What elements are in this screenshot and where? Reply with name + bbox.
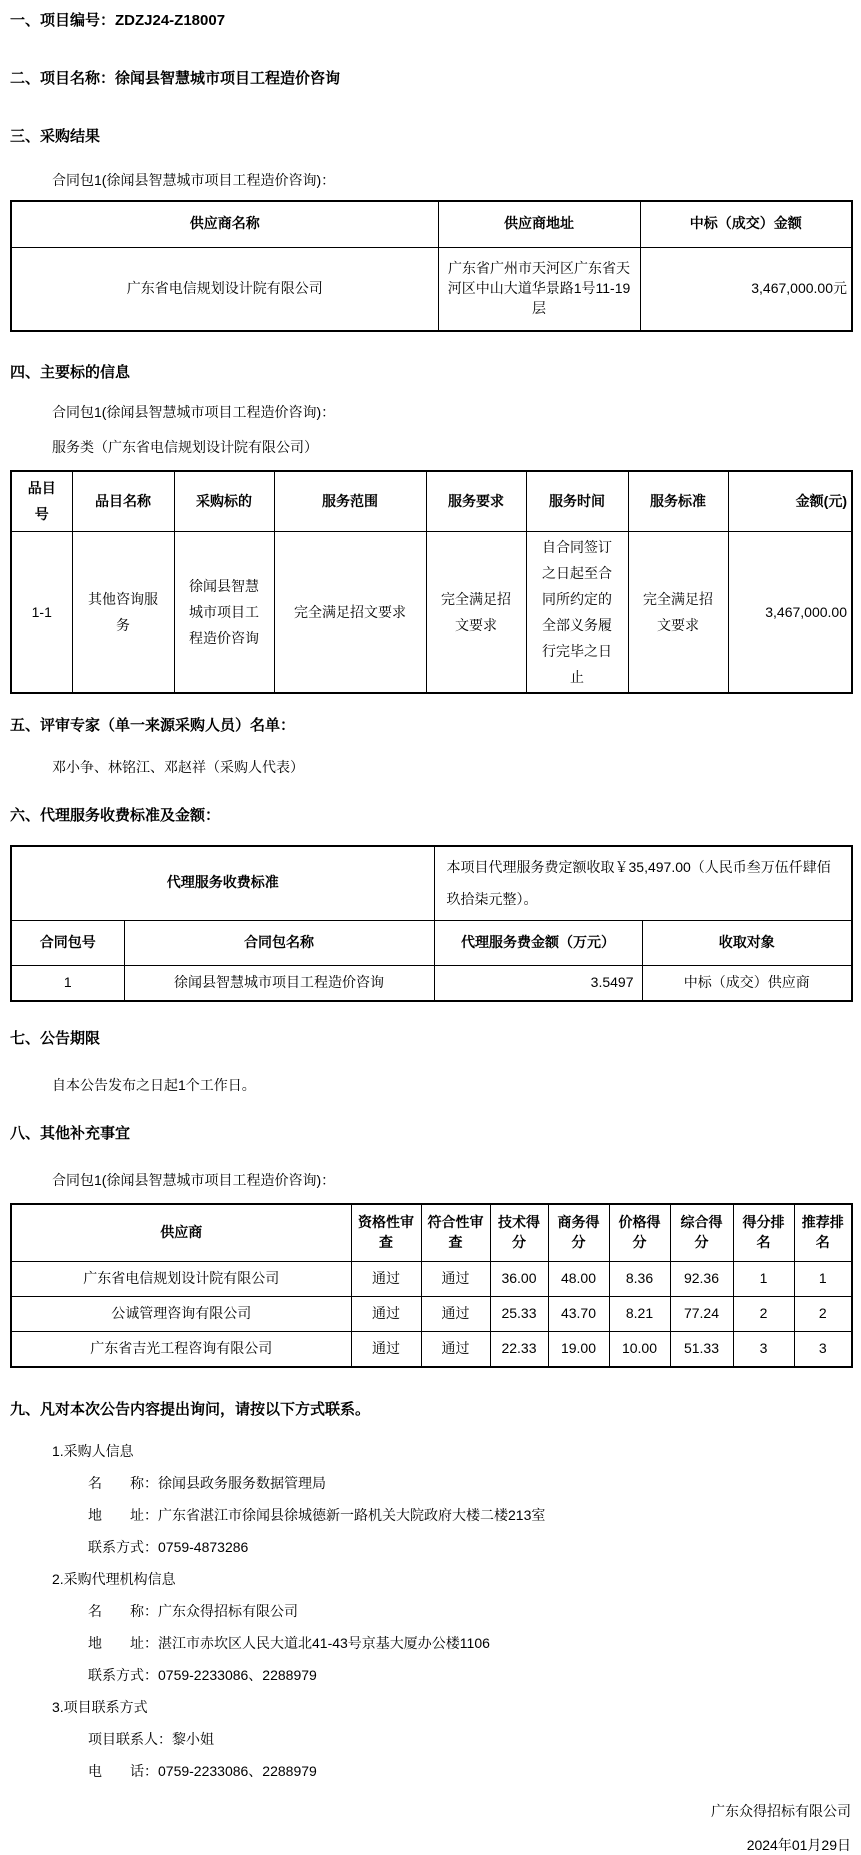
agency-fee-table — [10, 845, 853, 1002]
header-service-time: 服务时间 — [526, 471, 628, 531]
fee-standard-row — [11, 846, 852, 921]
agency-phone: 联系方式：0759-2233086、2288979 — [88, 1666, 317, 1683]
package-line-2: 合同包1(徐闻县智慧城市项目工程造价咨询)： — [52, 404, 336, 420]
table-header-row — [11, 1204, 852, 1262]
cell-procurement-target: 徐闻县智慧城市项目工程造价咨询 — [174, 531, 274, 693]
purchaser-phone: 联系方式：0759-4873286 — [88, 1538, 249, 1555]
cell-conformity: 通过 — [421, 1297, 490, 1332]
table-header-row — [11, 471, 852, 531]
service-category-line: 服务类（广东省电信规划设计院有限公司） — [52, 439, 318, 455]
header-service-scope: 服务范围 — [274, 471, 426, 531]
cell-price: 8.21 — [609, 1297, 670, 1332]
agency-info-heading: 2.采购代理机构信息 — [52, 1570, 176, 1587]
cell-technical: 36.00 — [490, 1262, 548, 1297]
header-item-no: 品目号 — [11, 471, 72, 531]
purchaser-info-heading: 1.采购人信息 — [52, 1442, 134, 1459]
cell-item-name: 其他咨询服务 — [72, 531, 174, 693]
header-service-standard: 服务标准 — [628, 471, 728, 531]
package-line-3: 合同包1(徐闻县智慧城市项目工程造价咨询)： — [52, 1171, 336, 1188]
header-amount: 金额(元) — [728, 471, 852, 531]
period-text: 自本公告发布之日起1个工作日。 — [52, 1076, 256, 1093]
cell-score-rank: 1 — [733, 1262, 794, 1297]
cell-qualification: 通过 — [351, 1297, 421, 1332]
cell-supplier: 广东省电信规划设计院有限公司 — [11, 1262, 351, 1297]
header-technical-score: 技术得分 — [490, 1204, 548, 1262]
section-1-project-number: 一、项目编号：ZDZJ24-Z18007 — [10, 12, 226, 29]
header-fee-payer: 收取对象 — [642, 921, 852, 966]
cell-fee-payer: 中标（成交）供应商 — [642, 966, 852, 1001]
table-row — [11, 531, 852, 693]
header-qualification-review: 资格性审查 — [351, 1204, 421, 1262]
section-6-agency-fee: 六、代理服务收费标准及金额： — [10, 806, 221, 824]
cell-business: 19.00 — [548, 1332, 609, 1367]
table-row — [11, 1332, 852, 1367]
bid-result-table — [10, 200, 853, 332]
project-contact-heading: 3.项目联系方式 — [52, 1698, 148, 1715]
cell-total: 92.36 — [670, 1262, 733, 1297]
review-score-table — [10, 1203, 853, 1368]
header-supplier-name: 供应商名称 — [11, 201, 438, 247]
subject-info-table — [10, 470, 853, 694]
purchaser-name: 名 称：徐闻县政务服务数据管理局 — [88, 1474, 326, 1491]
fee-standard-label: 代理服务收费标准 — [11, 846, 434, 921]
table-row — [11, 247, 852, 331]
header-business-score: 商务得分 — [548, 1204, 609, 1262]
cell-package-no: 1 — [11, 966, 124, 1001]
project-contact-person: 项目联系人：黎小姐 — [88, 1730, 214, 1747]
header-service-requirement: 服务要求 — [426, 471, 526, 531]
cell-supplier: 公诚管理咨询有限公司 — [11, 1297, 351, 1332]
header-score-rank: 得分排名 — [733, 1204, 794, 1262]
cell-service-scope: 完全满足招文要求 — [274, 531, 426, 693]
cell-service-time: 自合同签订之日起至合同所约定的全部义务履行完毕之日止 — [526, 531, 628, 693]
cell-conformity: 通过 — [421, 1262, 490, 1297]
package-line-1: 合同包1(徐闻县智慧城市项目工程造价咨询)： — [52, 172, 336, 188]
cell-qualification: 通过 — [351, 1332, 421, 1367]
fee-standard-text: 本项目代理服务费定额收取￥35,497.00（人民币叁万伍仟肆佰玖拾柒元整）。 — [434, 846, 852, 921]
header-award-amount: 中标（成交）金额 — [640, 201, 852, 247]
cell-recommend-rank: 1 — [794, 1262, 852, 1297]
section-9-contact-info: 九、凡对本次公告内容提出询问，请按以下方式联系。 — [10, 1400, 371, 1418]
cell-price: 10.00 — [609, 1332, 670, 1367]
purchaser-address: 地 址：广东省湛江市徐闻县徐城德新一路机关大院政府大楼二楼213室 — [88, 1506, 546, 1523]
footer-date: 2024年01月29日 — [746, 1836, 851, 1853]
cell-recommend-rank: 2 — [794, 1297, 852, 1332]
cell-recommend-rank: 3 — [794, 1332, 852, 1367]
cell-score-rank: 2 — [733, 1297, 794, 1332]
table-row — [11, 1297, 852, 1332]
table-header-row — [11, 921, 852, 966]
cell-price: 8.36 — [609, 1262, 670, 1297]
cell-score-rank: 3 — [733, 1332, 794, 1367]
cell-technical: 25.33 — [490, 1297, 548, 1332]
section-7-announcement-period: 七、公告期限 — [10, 1029, 101, 1047]
cell-business: 48.00 — [548, 1262, 609, 1297]
cell-supplier-name: 广东省电信规划设计院有限公司 — [11, 247, 438, 331]
table-header-row — [11, 201, 852, 247]
agency-address: 地 址：湛江市赤坎区人民大道北41-43号京基大厦办公楼1106 — [88, 1634, 490, 1651]
section-2-project-name: 二、项目名称：徐闻县智慧城市项目工程造价咨询 — [10, 70, 341, 87]
cell-service-standard: 完全满足招文要求 — [628, 531, 728, 693]
cell-conformity: 通过 — [421, 1332, 490, 1367]
cell-supplier: 广东省吉光工程咨询有限公司 — [11, 1332, 351, 1367]
footer-company: 广东众得招标有限公司 — [711, 1802, 851, 1819]
cell-supplier-address: 广东省广州市天河区广东省天河区中山大道华景路1号11-19层 — [438, 247, 640, 331]
experts-names: 邓小争、林铭江、邓赵祥（采购人代表） — [52, 758, 304, 775]
cell-qualification: 通过 — [351, 1262, 421, 1297]
cell-fee-amount: 3.5497 — [434, 966, 642, 1001]
header-procurement-target: 采购标的 — [174, 471, 274, 531]
header-fee-amount: 代理服务费金额（万元） — [434, 921, 642, 966]
cell-package-name: 徐闻县智慧城市项目工程造价咨询 — [124, 966, 434, 1001]
cell-business: 43.70 — [548, 1297, 609, 1332]
header-package-no: 合同包号 — [11, 921, 124, 966]
header-total-score: 综合得分 — [670, 1204, 733, 1262]
cell-total: 77.24 — [670, 1297, 733, 1332]
section-5-review-experts: 五、评审专家（单一来源采购人员）名单： — [10, 716, 296, 734]
table-row — [11, 1262, 852, 1297]
cell-total: 51.33 — [670, 1332, 733, 1367]
header-supplier: 供应商 — [11, 1204, 351, 1262]
header-supplier-address: 供应商地址 — [438, 201, 640, 247]
cell-award-amount: 3,467,000.00元 — [640, 247, 852, 331]
header-conformity-review: 符合性审查 — [421, 1204, 490, 1262]
agency-name: 名 称：广东众得招标有限公司 — [88, 1602, 298, 1619]
cell-amount: 3,467,000.00 — [728, 531, 852, 693]
cell-technical: 22.33 — [490, 1332, 548, 1367]
header-price-score: 价格得分 — [609, 1204, 670, 1262]
cell-service-requirement: 完全满足招文要求 — [426, 531, 526, 693]
header-recommend-rank: 推荐排名 — [794, 1204, 852, 1262]
header-package-name: 合同包名称 — [124, 921, 434, 966]
section-8-other-matters: 八、其他补充事宜 — [10, 1124, 131, 1142]
cell-item-no: 1-1 — [11, 531, 72, 693]
section-4-subject-info: 四、主要标的信息 — [10, 364, 131, 381]
header-item-name: 品目名称 — [72, 471, 174, 531]
project-phone: 电 话：0759-2233086、2288979 — [88, 1762, 317, 1779]
table-row — [11, 966, 852, 1001]
section-3-procurement-result: 三、采购结果 — [10, 128, 101, 145]
